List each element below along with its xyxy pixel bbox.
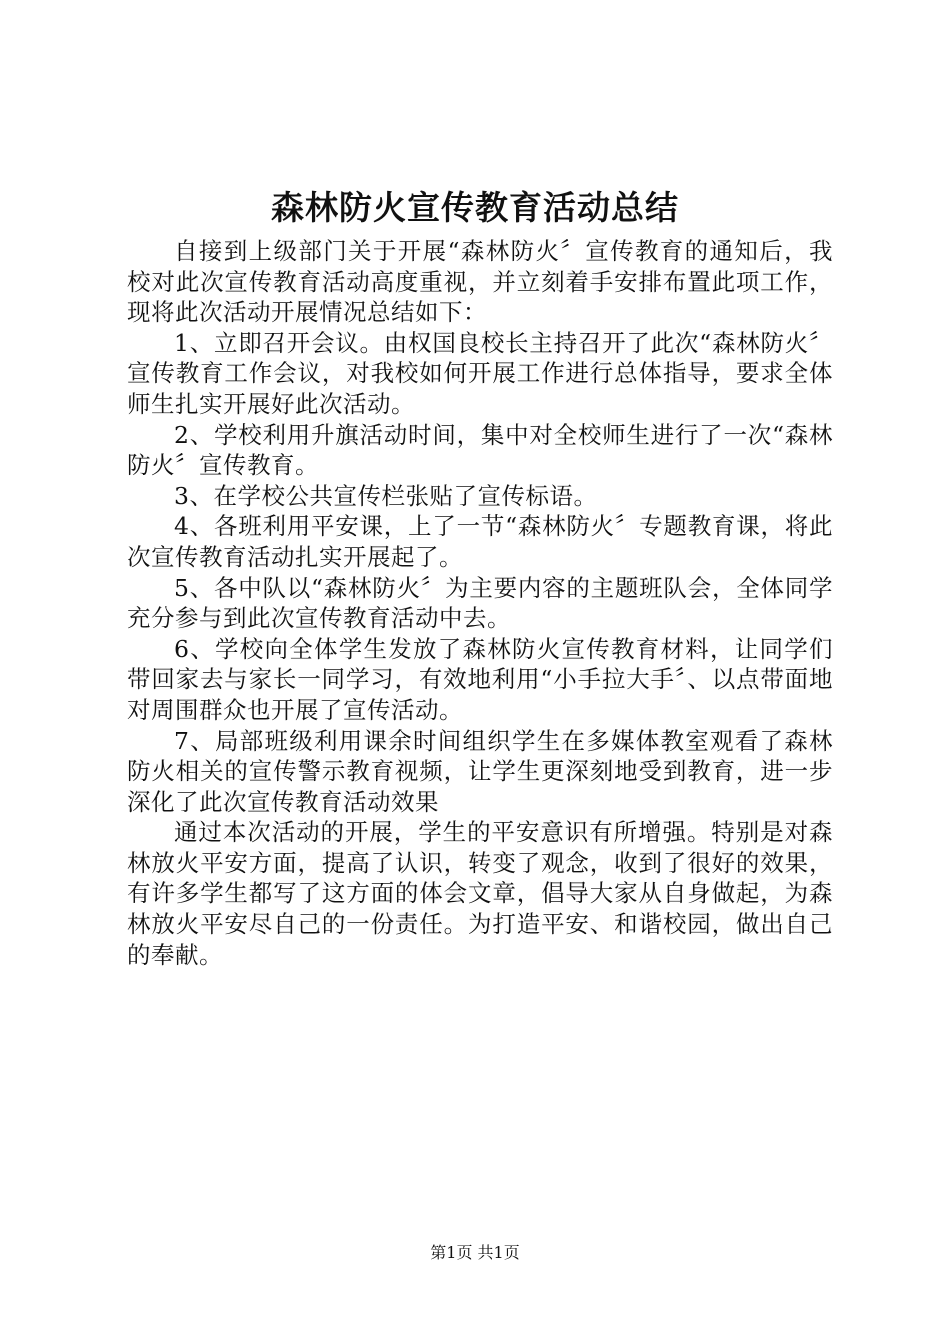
paragraph-item-7: 7、局部班级利用课余时间组织学生在多媒体教室观看了森林防火相关的宣传警示教育视频，让学生更深刻地受到教育，进一步深化了此次宣传教育活动效果 — [127, 726, 833, 816]
paragraph-item-4: 4、各班利用平安课，上了一节“森林防火〞专题教育课，将此次宣传教育活动扎实开展起了。 — [127, 512, 833, 571]
paragraph-item-3: 3、在学校公共宣传栏张贴了宣传标语。 — [174, 481, 598, 510]
document-title: 森林防火宣传教育活动总结 — [271, 188, 679, 227]
paragraph-item-5: 5、各中队以“森林防火〞为主要内容的主题班队会，全体同学充分参与到此次宣传教育活动中去。 — [127, 573, 833, 633]
paragraph-conclusion: 通过本次活动的开展，学生的平安意识有所增强。特别是对森林放火平安方面，提高了认识，转变了观念，收到了很好的效果，有许多学生都写了这方面的体会文章，倡导大家从自身做起，为森林放火平安尽自己的一份责任。为打造平安、和谐校园，做出自己的奉献。 — [127, 818, 833, 969]
document-body — [127, 236, 833, 970]
paragraph-item-2: 2、学校利用升旗活动时间，集中对全校师生进行了一次“森林防火〞宣传教育。 — [127, 420, 833, 480]
page-footer: 第1页 共1页 — [430, 1243, 520, 1262]
paragraph-item-1: 1、立即召开会议。由权国良校长主持召开了此次“森林防火〞宣传教育工作会议，对我校如何开展工作进行总体指导，要求全体师生扎实开展好此次活动。 — [127, 328, 833, 418]
paragraph-item-6: 6、学校向全体学生发放了森林防火宣传教育材料，让同学们带回家去与家长一同学习，有效地利用“小手拉大手〞、以点带面地对周围群众也开展了宣传活动。 — [127, 634, 833, 724]
paragraph-intro: 自接到上级部门关于开展“森林防火〞宣传教育的通知后，我校对此次宣传教育活动高度重视，并立刻着手安排布置此项工作，现将此次活动开展情况总结如下： — [127, 237, 833, 327]
